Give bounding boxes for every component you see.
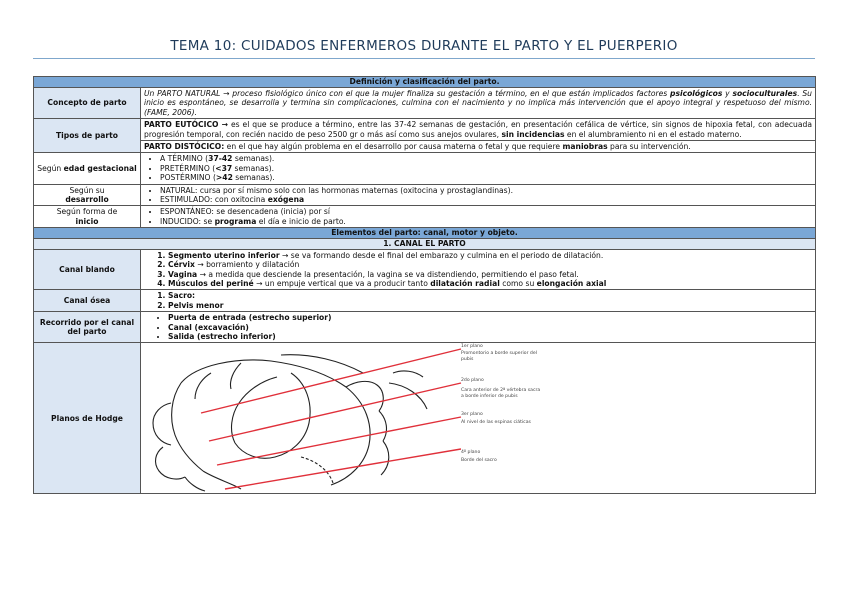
list-item bbox=[168, 279, 812, 288]
item-text: NATURAL: cursa por sí mismo solo con las hormonas maternas (oxitocina y prostaglandinas). bbox=[160, 185, 513, 195]
distocico-text-part: para su intervención. bbox=[607, 142, 691, 152]
row-tipos-distocico bbox=[34, 141, 816, 153]
row-desarrollo bbox=[34, 184, 816, 206]
distocico-bold: PARTO DISTÓCICO: bbox=[144, 142, 225, 152]
label-bold: desarrollo bbox=[65, 195, 109, 205]
item-bold: Vagina bbox=[168, 269, 198, 279]
desarrollo-list-cell bbox=[141, 184, 816, 206]
hodge-annotation-line: pubis bbox=[461, 357, 474, 363]
hodge-diagram bbox=[141, 343, 816, 493]
item-text: INDUCIDO: se bbox=[160, 216, 215, 226]
section-header: Definición y clasificación del parto. bbox=[34, 77, 816, 88]
list-item: • Puerta de entrada (estrecho superior) bbox=[168, 313, 812, 322]
item-bold: <37 bbox=[215, 163, 233, 173]
distocico-text bbox=[141, 141, 816, 153]
item-text: → borramiento y dilatación bbox=[194, 260, 300, 270]
item-text: POSTÉRMINO ( bbox=[160, 173, 216, 183]
label-recorrido: Recorrido por el canal del parto bbox=[34, 312, 141, 343]
distocico-bold: maniobras bbox=[562, 142, 608, 152]
row-canal-blando bbox=[34, 249, 816, 290]
eutocico-bold: sin incidencias bbox=[501, 129, 565, 139]
label-canal-blando: Canal blando bbox=[34, 249, 141, 290]
label-edad bbox=[34, 153, 141, 184]
list-item: 2. Pelvis menor bbox=[168, 301, 812, 310]
list-item: 1. Sacro: bbox=[168, 291, 812, 300]
list-item bbox=[160, 217, 812, 226]
title-underline bbox=[33, 58, 815, 59]
hodge-plane-3 bbox=[217, 417, 461, 465]
eutocico-text bbox=[141, 119, 816, 141]
hodge-annotation-line: Cara anterior de 2ª vértebra sacra bbox=[461, 388, 541, 394]
concepto-text bbox=[141, 88, 816, 119]
item-bold: Cérvix bbox=[168, 260, 195, 270]
item-bold: elongación axial bbox=[536, 278, 607, 288]
label-desarrollo bbox=[34, 184, 141, 206]
item-bold: Segmento uterino inferior bbox=[168, 250, 280, 260]
list-item bbox=[160, 154, 812, 163]
list-item bbox=[160, 207, 812, 216]
canal-blando-list bbox=[144, 251, 812, 289]
concepto-bold: psicológicos bbox=[670, 89, 723, 98]
list-item bbox=[160, 195, 812, 204]
hodge-plane-1 bbox=[201, 349, 461, 413]
hodge-annotation-line: a borde inferior de pubis bbox=[461, 394, 518, 400]
row-tipos-eutocico bbox=[34, 119, 816, 141]
hodge-annotation-title: 1er plano bbox=[461, 344, 483, 350]
hodge-annotations bbox=[461, 343, 540, 463]
item-text: semanas). bbox=[232, 163, 275, 173]
item-text: ESPONTÁNEO: se desencadena (inicia) por sí bbox=[160, 207, 330, 217]
list-item bbox=[160, 173, 812, 182]
row-inicio bbox=[34, 206, 816, 228]
concepto-text-part: y bbox=[722, 89, 733, 98]
concepto-bold: socioculturales bbox=[732, 89, 798, 98]
canal-osea-list bbox=[144, 291, 812, 310]
hodge-plane-2 bbox=[209, 383, 461, 441]
item-bold: 37-42 bbox=[208, 154, 233, 164]
item-bold: programa bbox=[214, 216, 257, 226]
list-item bbox=[168, 251, 812, 260]
list-item bbox=[168, 270, 812, 279]
list-item bbox=[160, 186, 812, 195]
label-bold: inicio bbox=[75, 216, 99, 226]
row-recorrido bbox=[34, 312, 816, 343]
section2-header-row bbox=[34, 228, 816, 239]
hodge-annotation-title: 2do plano bbox=[461, 378, 484, 384]
item-text: A TÉRMINO ( bbox=[160, 154, 209, 164]
hodge-annotation-title: 4º plano bbox=[461, 450, 481, 456]
label-hodge: Planos de Hodge bbox=[34, 343, 141, 494]
item-bold: >42 bbox=[215, 173, 233, 183]
inicio-list bbox=[144, 207, 812, 226]
eutocico-bold: PARTO EUTÓCICO → bbox=[144, 120, 229, 130]
item-text: como su bbox=[499, 278, 537, 288]
item-text: el día e inicio de parto. bbox=[256, 216, 346, 226]
label-tipos: Tipos de parto bbox=[34, 119, 141, 153]
distocico-text-part: en el que hay algún problema en el desarrollo por causa materna o fetal y que requiere bbox=[224, 142, 563, 152]
label-part: Según su bbox=[69, 185, 105, 195]
label-inicio bbox=[34, 206, 141, 228]
item-text: ESTIMULADO: con oxitocina bbox=[160, 195, 268, 205]
content-table bbox=[33, 76, 816, 494]
item-bold: dilatación radial bbox=[430, 278, 500, 288]
section-header-row bbox=[34, 77, 816, 88]
list-item: • Canal (excavación) bbox=[168, 323, 812, 332]
label-canal-osea: Canal ósea bbox=[34, 290, 141, 312]
section-header: Elementos del parto: canal, motor y objeto. bbox=[34, 228, 816, 239]
section-subheader: 1. CANAL EL PARTO bbox=[34, 239, 816, 249]
hodge-figure-cell bbox=[141, 343, 816, 494]
canal-osea-list-cell bbox=[141, 290, 816, 312]
label-part: Según forma de bbox=[56, 207, 118, 217]
edad-list-cell bbox=[141, 153, 816, 184]
section2-subheader-row bbox=[34, 239, 816, 249]
item-text: semanas). bbox=[232, 154, 275, 164]
inicio-list-cell bbox=[141, 206, 816, 228]
list-item bbox=[160, 164, 812, 173]
recorrido-list bbox=[144, 313, 812, 341]
hodge-annotation-title: 3er plano bbox=[461, 412, 483, 418]
label-bold: edad gestacional bbox=[63, 163, 137, 173]
hodge-annotation-line: Promontorio a borde superior del bbox=[461, 351, 537, 357]
row-hodge bbox=[34, 343, 816, 494]
row-canal-osea bbox=[34, 290, 816, 312]
hodge-planes bbox=[201, 349, 461, 489]
item-bold: Músculos del periné bbox=[168, 278, 254, 288]
item-text: → se va formando desde el final del embarazo y culmina en el periodo de dilatación. bbox=[279, 250, 604, 260]
item-text: PRETÉRMINO ( bbox=[160, 163, 216, 173]
concepto-text-part: . Su inicio es espontáneo, se desarrolla y termina sin complicaciones, culmina con el nacimiento y no implica más intervención que el apoyo integral y respetuoso del mismo. (FAME, 2006). bbox=[144, 89, 812, 117]
list-item bbox=[168, 260, 812, 269]
item-text: → un empuje vertical que va a producir tanto bbox=[253, 278, 431, 288]
row-edad bbox=[34, 153, 816, 184]
concepto-text-part: Un PARTO NATURAL → proceso fisiológico único con el que la mujer finaliza su gestación a término, en el que están implicados factores bbox=[144, 89, 671, 98]
row-concepto bbox=[34, 88, 816, 119]
hodge-plane-4 bbox=[225, 449, 461, 489]
document-title: TEMA 10: CUIDADOS ENFERMEROS DURANTE EL PARTO Y EL PUERPERIO bbox=[170, 38, 678, 54]
label-concepto: Concepto de parto bbox=[34, 88, 141, 119]
label-part: Según bbox=[37, 163, 64, 173]
edad-list bbox=[144, 154, 812, 182]
eutocico-text-part: en el alumbramiento ni en el estado materno. bbox=[564, 129, 742, 139]
list-item: • Salida (estrecho inferior) bbox=[168, 332, 812, 341]
canal-blando-list-cell bbox=[141, 249, 816, 290]
hodge-annotation-line: Al nivel de las espinas ciáticas bbox=[461, 420, 531, 426]
eutocico-text-part: es el que se produce a término, entre las 37-42 semanas de gestación, en presentación cefálica de vértice, sin signos de hipoxia fetal, con adecuada progresión temporal, con recién nacido de peso 2500 gr o más así como sus anejos ovulares, bbox=[144, 120, 812, 139]
desarrollo-list bbox=[144, 186, 812, 205]
item-text: → a medida que desciende la presentación, la vagina se va distendiendo, permitiendo el paso fetal. bbox=[197, 269, 579, 279]
recorrido-list-cell bbox=[141, 312, 816, 343]
hodge-annotation-line: Borde del sacro bbox=[461, 458, 497, 464]
item-bold: exógena bbox=[267, 195, 305, 205]
item-text: semanas). bbox=[232, 173, 275, 183]
